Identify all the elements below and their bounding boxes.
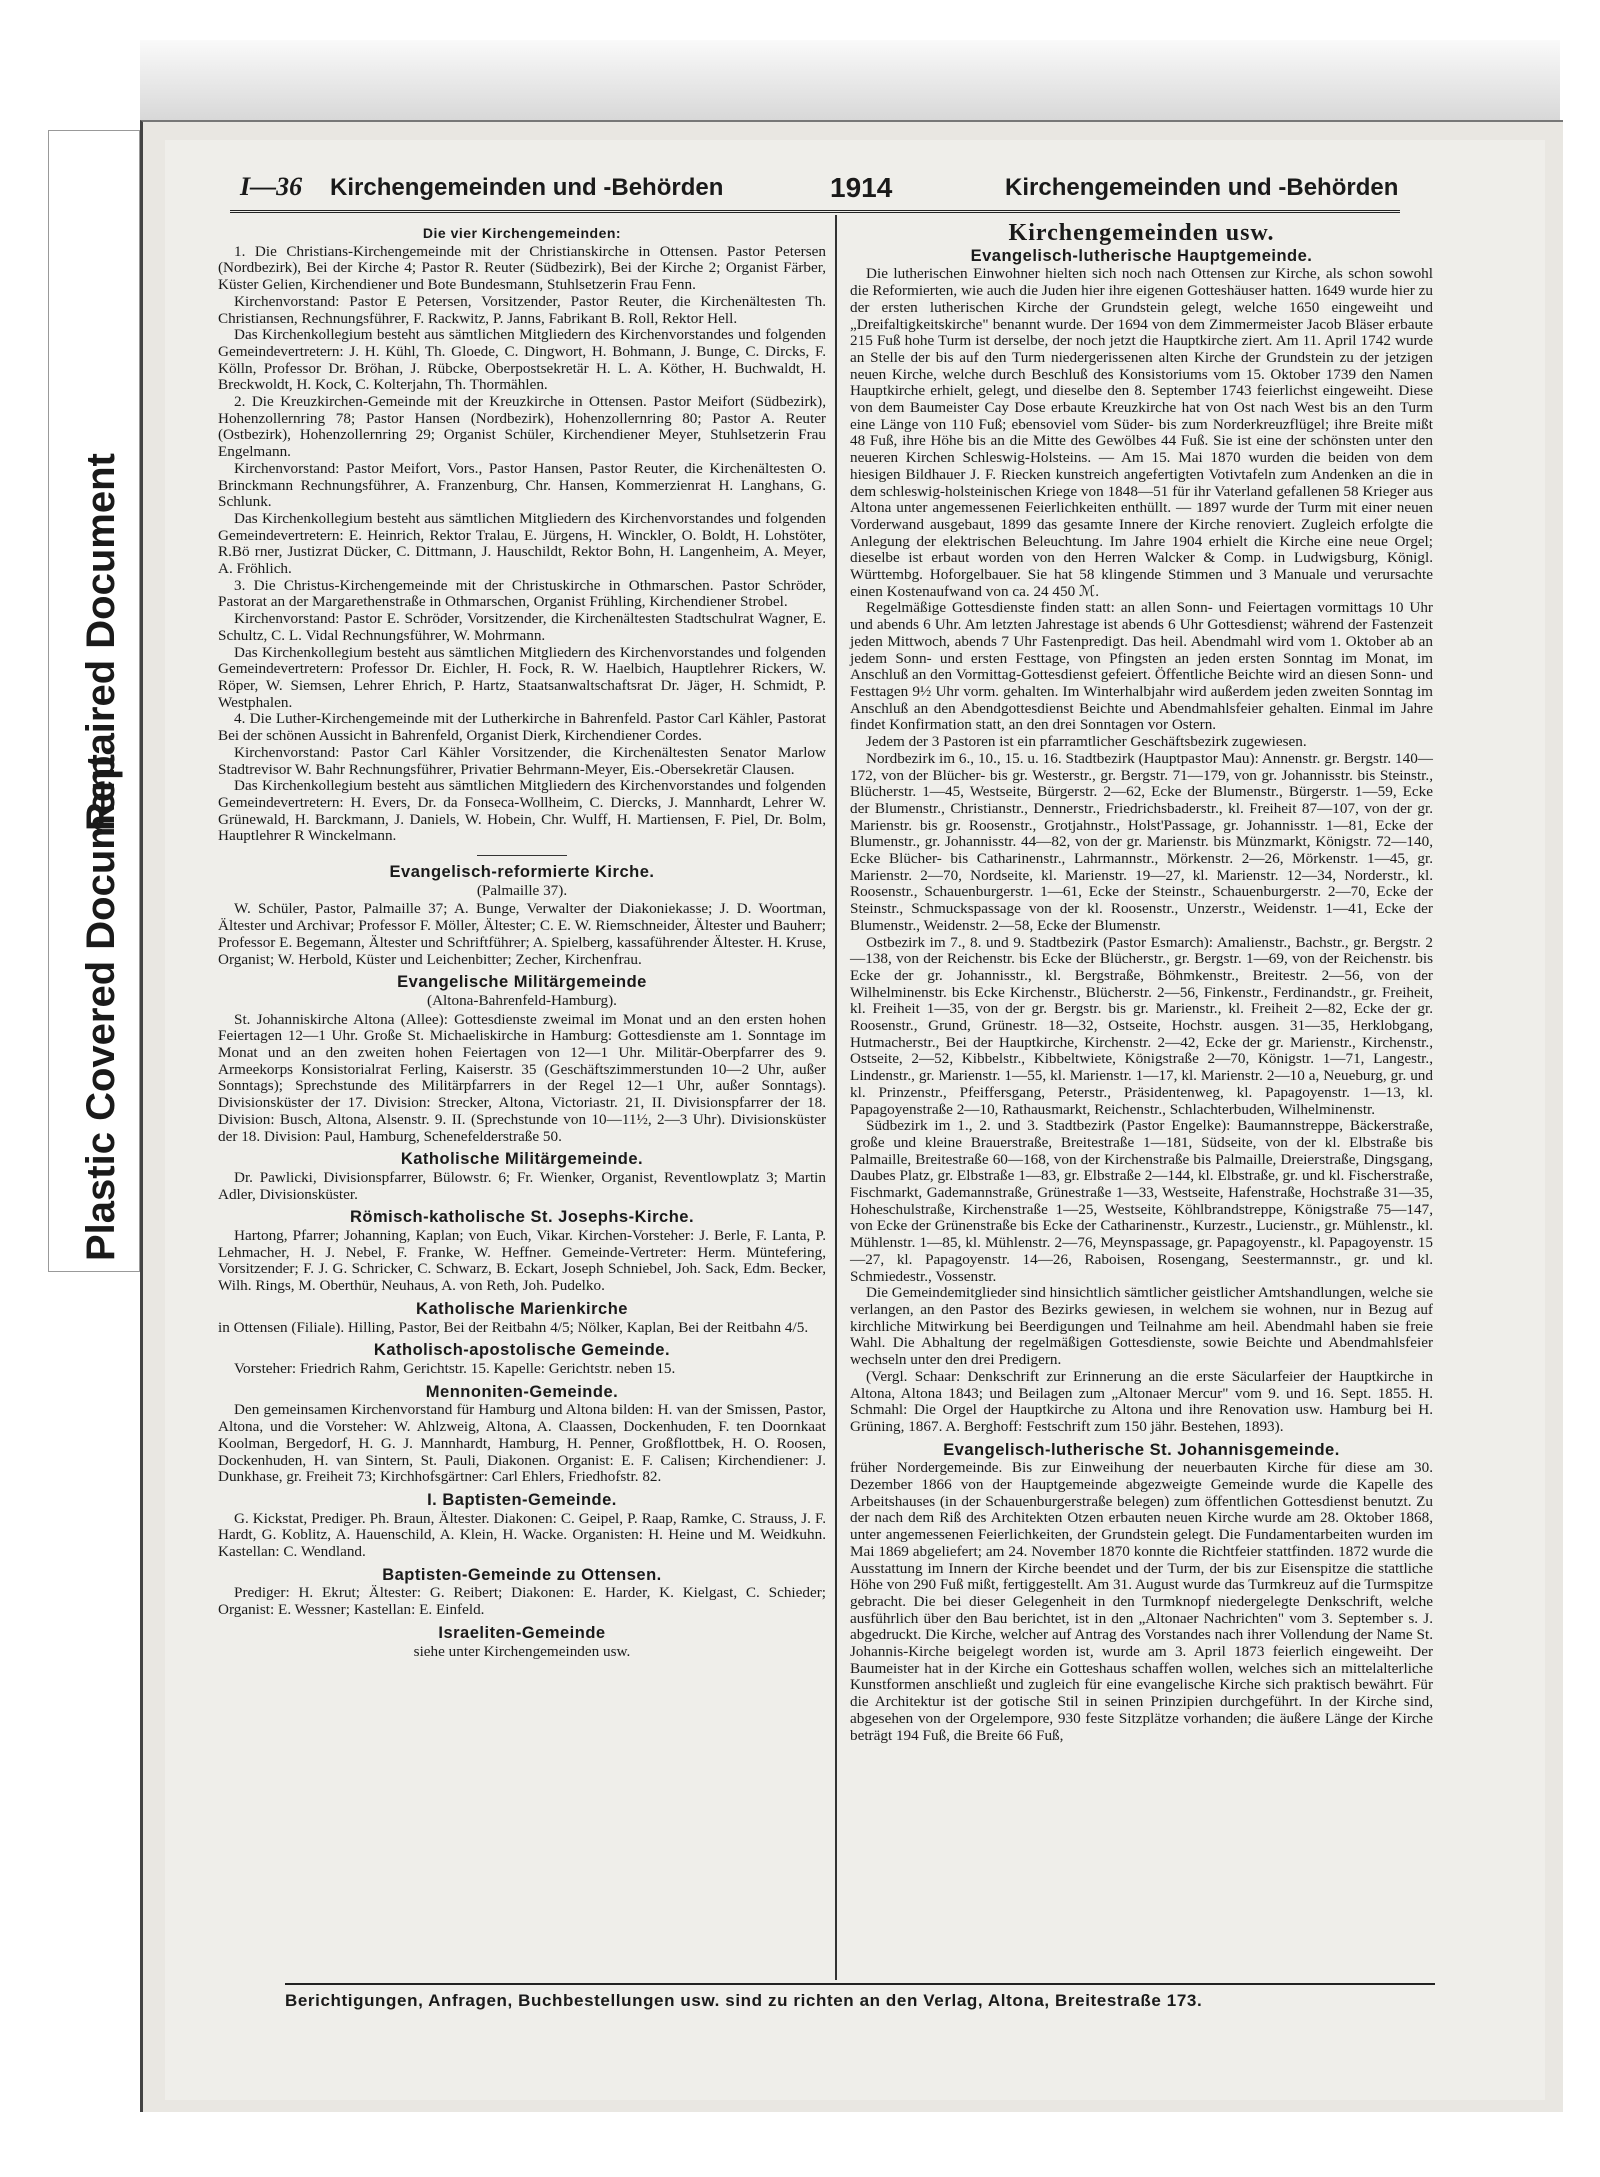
header-left-title: Kirchengemeinden und -Behörden (330, 174, 724, 201)
page-footer: Berichtigungen, Anfragen, Buchbestellungen usw. sind zu richten an den Verlag, Altona, Breitestraße 173. (285, 1983, 1435, 2011)
section-title: Mennoniten-Gemeinde. (425, 1382, 619, 1401)
section-title: Katholische Militärgemeinde. (400, 1150, 644, 1169)
header-right-title: Kirchengemeinden und -Behörden (1005, 174, 1399, 201)
section-text: Hartong, Pfarrer; Johanning, Kaplan; von Euch, Vikar. Kirchen-Vorsteher: J. Berle, F. Lanta, P. Lehmacher, H. J. Nebel, F. Franke, W. Heffner. Gemeinde-Vertreter: Herm. Müntefering, Vorsitzender; F. J. G. Schricker, C. Schwarz, B. Eckart, Joseph Schniebel, Joh. Sack, Edm. Becker, Wilh. Rings, M. Oberthür, Neuhaus, A. von Reth, Joh. Pudelko. (218, 1227, 826, 1295)
paragraph: 1. Die Christians-Kirchengemeinde mit der Christianskirche in Ottensen. Pastor Petersen (Nordbezirk), Bei der Kirche 4; Pastor R. Reuter (Südbezirk), Bei der Kirche 2; Organist Färber, Küster Gelien, Kirchendiener und Bote Bundesmann, Stuhlsetzerin Frau Fenn. (218, 242, 826, 294)
paragraph: Kirchenvorstand: Pastor Meifort, Vors., Pastor Hansen, Pastor Reuter, die Kirchenältesten O. Brinckmann Rechnungsführer, A. Franzenburg, Chr. Hansen, Kommerzienrat H. Langhans, G. Schlunk. (218, 459, 826, 511)
paragraph: Ostbezirk im 7., 8. und 9. Stadtbezirk (Pastor Esmarch): Amalienstr., Bachstr., gr. Bergstr. 2—138, von der Reichenstr. bis Ecke der Blücherstr., gr. Bergstr. 1—69, von der Reichenstr. bis Ecke der gr. Johannisstr., kl. Bergstraße, Böhmkenstr., Breitestr. 2—56, von der Wilhelminenstr. bis Ecke Kirchenstr., Blücherstr. 2—56, Finkenstr., Ferdinandstr., gr. Freiheit, kl. Freiheit 1—35, von der gr. Bergstr. bis gr. Marienstr., kl. Freiheit 2—82, Ecke der gr. Roosenstr., Grund, Grünestr. 18—32, Ostseite, Hochstr. ausgen. 31—35, Herklobgang, Hutmacherstr., Bei der Hauptkirche, Kirchenstr. 2—42, Ecke der gr. Marienstr., Kirchenstr., Ostseite, 2—52, Kibbelstr., Kibbeltwiete, Königstraße 2—70, Königstr. 1—71, Langestr., Lindenstr., gr. Marienstr. 1—55, kl. Marienstr. 1—17, kl. Marienstr. 2—10 a, Neueburg, gr. und kl. Prinzenstr., Pfeiffersgang, Peterstr., Präsidentenweg, kl. Papagoyenstr. 1—13, kl. Papagoyenstraße 2—10, Rathausmarkt, Reichenstr., Schlachterbuden, Wilhelminenstr. (850, 933, 1433, 1118)
paragraph: (Vergl. Schaar: Denkschrift zur Erinnerung an die erste Säcularfeier der Hauptkirche in Altona, Altona 1843; und Beilagen zum „Altonaer Mercur" vom 9. und 16. Sept. 1855. H. Schmahl: Die Orgel der Hauptkirche zu Altona und ihre Renovation usw. Hamburg bei H. Grüning, 1867. A. Berghoff: Festschrift zum 150 jähr. Bestehen, 1893). (850, 1367, 1433, 1435)
page-number: I—36 (240, 172, 303, 201)
paragraph: Regelmäßige Gottesdienste finden statt: an allen Sonn- und Feiertagen vormittags 10 Uhr und abends 6 Uhr. Am letzten Jahrestage ist abends 6 Uhr Gottesdienst; während der Fastenzeit jeden Mittwoch, abends 7 Uhr Fastenpredigt. Das heil. Abendmahl wird vom 1. Oktober ab an jedem Sonn- und ersten Festtage, von Pfingsten an jeden ersten Sonntag im Monat, im Anschluß an den Vormittag-Gottesdienst gefeiert. Öffentliche Beichte wird an diesen Sonn- und Festtagen 9½ Uhr vorm. gehalten. Im Winterhalbjahr wird außerdem jeden zweiten Sonntag im Anschluß an den Abendgottesdienst Beichte und Abendmahlsfeier gehalten. Einmal im Jahre findet Konfirmation statt, an den drei Sonntagen vor Ostern. (850, 599, 1433, 734)
intro-title: Die vier Kirchengemeinden: (422, 225, 622, 241)
section-title: Baptisten-Gemeinde zu Ottensen. (382, 1565, 662, 1584)
section-text: W. Schüler, Pastor, Palmaille 37; A. Bunge, Verwalter der Diakoniekasse; J. D. Woortman, Ältester und Archivar; Professor F. Möller, Ältester; C. E. W. Riemschneider, Ältester und Bauherr; Professor E. Begemann, Ältester und Schriftführer; A. Spielberg, kassaführender Ältester. H. Kruse, Organist; W. Herbold, Küster und Leichenbitter; Zecher, Kirchenfrau. (218, 900, 826, 968)
section-title: Evangelische Militärgemeinde (397, 973, 647, 992)
paragraph: Jedem der 3 Pastoren ist ein pfarramtlicher Geschäftsbezirk zugewiesen. (866, 733, 1307, 751)
paragraph: Kirchenvorstand: Pastor Carl Kähler Vorsitzender, die Kirchenältesten Senator Marlow Stadtrevisor W. Bahr Rechnungsführer, Privatier Behrmann-Meyer, Eis.-Obersekretär Clausen. (218, 743, 826, 778)
right-column (850, 220, 1433, 1744)
section-subtitle: (Altona-Bahrenfeld-Hamburg). (427, 991, 617, 1009)
section-title: I. Baptisten-Gemeinde. (427, 1490, 617, 1509)
paragraph: Südbezirk im 1., 2. und 3. Stadtbezirk (Pastor Engelke): Baumannstreppe, Bäckerstraße, große und kleine Brauerstraße, Breitestraße 1—181, Südseite, von der kl. Elbstraße bis Palmaille, Breitestraße 60—168, von der Kirchenstraße bis Palmaille, Dreierstraße, Dingsgang, Daubes Platz, gr. Elbstraße 1—83, gr. Elbstraße 2—144, kl. Elbstraße, gr. und kl. Fischerstraße, Fischmarkt, Gademannstraße, Grünestraße 1—33, Westseite, Hafenstraße, Hochstraße 31—35, Hoheschulstraße, Kirchenstraße 1—25, Westseite, Köhlbrandstreppe, Königstraße 75—147, von Ecke der Grünenstraße bis Ecke der Catharinenstr., Kurzestr., Lucienstr., gr. Mühlenstr., kl. Mühlenstr. 1—85, kl. Mühlenstr. 2—76, Meynspassage, gr. Papagoyenstr., kl. Papagoyenstr. 15—27, kl. Papagoyenstr. 14—26, Raboisen, Rosengang, Seestermannstr., gr. und kl. Schmiedestr., Vossenstr. (850, 1117, 1433, 1285)
section-text: Vorsteher: Friedrich Rahm, Gerichtstr. 15. Kapelle: Gerichtstr. neben 15. (234, 1360, 676, 1377)
plastic-covered-label: Plastic Covered Document (79, 754, 123, 1261)
paragraph: Das Kirchenkollegium besteht aus sämtlichen Mitgliedern des Kirchenvorstandes und folgenden Gemeindevertretern: E. Heinrich, Rektor Tralau, E. Jürgens, H. Winckler, O. Boldt, H. Lohstöter, R.Bö rner, Justizrat Dücker, C. Dittmann, J. Hauschildt, Rektor Bohn, H. Langenheim, A. Meyer, A. Fröhlich. (218, 509, 826, 578)
paragraph: 2. Die Kreuzkirchen-Gemeinde mit der Kreuzkirche in Ottensen. Pastor Meifort (Südbezirk), Hohenzollernring 78; Pastor Hansen (Nordbezirk), Hohenzollernring 80; Pastor A. Reuter (Ostbezirk), Hohenzollernring 29; Organist Schüler, Kirchendiener Meyer, Stuhlsetzerin Frau Engelmann. (218, 393, 826, 461)
header-year: 1914 (830, 172, 893, 203)
section-title: Katholische Marienkirche (416, 1299, 628, 1318)
page-header (230, 170, 1400, 213)
paragraph: Die lutherischen Einwohner hielten sich noch nach Ottensen zur Kirche, als schon sowohl die Reformierten, wie auch die Juden hier ihre eigenen Gotteshäuser hatten. 1649 wurde hier zu der ersten lutherischen Kirche der Grundstein gelegt, welche 1650 eingeweiht und „Dreifaltigkeitskirche" benannt wurde. Der 1694 von dem Zimmermeister Jacob Bläser erbaute 215 Fuß hohe Turm ist derselbe, der noch jetzt die Hauptkirche ziert. Am 11. April 1742 wurde an Stelle der bis auf den Turm niedergerissenen alten Kirche der Grundstein zu der jetzigen neuen Kirche, welche durch Beschluß des Konsistoriums vom 15. Oktober 1739 den Namen Hauptkirche erhielt, gelegt, und dieselbe den 8. September 1743 feierlichst eingeweiht. Diese von dem Baumeister Cay Dose erbaute Kreuzkirche hat von Ost nach West bis an den Turm eine Länge von 110 Fuß; ebensoviel vom Süder- bis zum Norderkreuzflügel; ihre Breite mißt 48 Fuß, ihre Höhe bis an die Mitte des Gewölbes 44 Fuß. Sie ist eine der schönsten unter den neueren Kirchen Schleswig-Holsteins. — Am 15. Mai 1870 wurden die beiden von dem hiesigen Bildhauer J. F. Riecken kunstreich angefertigten Votivtafeln zum Andenken an die in dem schleswig-holsteinischen Kriege von 1848—51 für ihr Vaterland gefallenen 58 Krieger aus Altona unter angemessenen Feierlichkeiten enthüllt. — 1897 wurde der Turm mit einer neuen Vorderwand ausgebaut, 1899 das gesamte Innere der Kirche renoviert. Zugleich erfolgte die Anlegung der elektrischen Beleuchtung. Im Jahre 1904 erhielt die Kirche eine neue Orgel; dieselbe ist erbaut worden von den Herren Walcker & Comp. in Ludwigsburg, Königl. Württembg. Hoforgelbauer. Sie hat 58 klingende Stimmen und 3 Manuale und verursachte einen Kostenaufwand von ca. 24 450 ℳ. (850, 265, 1433, 600)
section-title: Israeliten-Gemeinde (438, 1623, 606, 1642)
paragraph: Das Kirchenkollegium besteht aus sämtlichen Mitgliedern des Kirchenvorstandes und folgenden Gemeindevertretern: H. Evers, Dr. da Fonseca-Wollheim, C. Diercks, J. Mannhardt, Lehrer W. Grünewald, H. Barckmann, J. Daniels, W. Hobein, Chr. Wulff, H. Martiensen, F. Piel, Dr. Bolm, Hauptlehrer R Winckelmann. (218, 777, 826, 845)
section-text: Den gemeinsamen Kirchenvorstand für Hamburg und Altona bilden: H. van der Smissen, Pastor, Altona, und die Vorsteher: W. Ahlzweig, Altona, A. Claassen, Dockenhuden, F. ten Doornkaat Koolman, Bergedorf, H. G. J. Mannhardt, Hamburg, H. Penner, Großflottbek, H. O. Roosen, Dockenhuden, H. van Sintern, St. Pauli, Diakonen. Organist: E. F. Calisen; Kirchendiener: J. Dunkhase, gr. Freiheit 73; Kirchhofsgärtner: Carl Ehlers, Friedhofstr. 82. (218, 1401, 826, 1486)
repaired-label: Repaired Document (79, 453, 123, 831)
paragraph: Das Kirchenkollegium besteht aus sämtlichen Mitgliedern des Kirchenvorstandes und folgenden Gemeindevertretern: J. H. Kühl, Th. Gloede, C. Dingwort, H. Bohmann, J. Bunge, C. Dircks, F. Kölln, Professor Dr. Bröhan, J. Rübcke, Oberpostsekretär H. L. A. Köther, H. Buchwaldt, H. Breckwoldt, H. Kock, C. Kolterjahn, Th. Thormählen. (218, 326, 826, 394)
main-title: Kirchengemeinden usw. (1008, 220, 1275, 246)
section-text: St. Johanniskirche Altona (Allee): Gottesdienste zweimal im Monat und an den ersten hohen Feiertagen 12—1 Uhr. Große St. Michaeliskirche in Hamburg: Gottesdienste am 1. Sonntage im Monat und an den zweiten hohen Feiertagen von 12—1 Uhr. Militär-Oberpfarrer des 9. Armeekorps Konsistorialrat Ferling, Kaiserstr. 35 (Geschäftszimmerstunden 10—2 Uhr, außer Sonntags); Sprechstunde des Militärpfarrers in der Regel 12—1 Uhr, außer Sonntags). Divisionsküster der 17. Division: Strecker, Altona, Victoriastr. 21, II. Divisionspfarrer der 18. Division: Busch, Altona, Alsenstr. 9. II. (Sprechstunde von 10—11½, 2—3 Uhr). Divisionsküster der 18. Division: Paul, Hamburg, Schenefelderstraße 50. (218, 1010, 826, 1145)
paragraph: Das Kirchenkollegium besteht aus sämtlichen Mitgliedern des Kirchenvorstandes und folgenden Gemeindevertretern: Professor Dr. Eichler, H. Fock, R. W. Haelbich, Hauptlehrer Rickers, W. Röper, W. Siemsen, Lehrer Ehrich, P. Hartz, Staatsanwaltschaftsrat Dr. Jäger, H. Schmidt, P. Westphalen. (218, 643, 826, 711)
paragraph: Nordbezirk im 6., 10., 15. u. 16. Stadtbezirk (Hauptpastor Mau): Annenstr. gr. Bergstr. 140—172, von der Blücher- bis gr. Westerstr., gr. Bergstr. 71—179, von gr. Johannisstr. bis Steinstr., Blücherstr. 1—45, Westseite, Bürgerstr. 2—62, Ecke der Blumenstr., Bürgerstr. 1—59, Ecke der Blumenstr., Christianstr., Dennerstr., Friedrichsbaderstr., kl. Freiheit 87—107, von der gr. Marienstr. bis gr. Roosenstr., Grotjahnstr., Holst'Passage, gr. Johannisstr. 1—81, Ecke der Blumenstr., gr. Johannisstr. 44—82, von der gr. Marienstr. bis Münzmarkt, Königstr. 72—140, Ecke Blücher- bis Catharinenstr., Lahrmannstr., Mörkenstr. 2—26, Mörkenstr. 1—45, gr. Marienstr. 2—70, Nordseite, kl. Marienstr. 19—27, kl. Marienstr. 12—34, Norderstr., kl. Roosenstr., Schauenburgerstr. 1—61, Ecke der Steinstr., Schauenburgerstr. 2—70, Ecke der Steinstr., Schmuckspassage von der kl. Roosenstr., Unzerstr., Weidenstr. 1—41, Ecke der Blumenstr., Weidenstr. 2—58, Ecke der Blumenstr. (850, 749, 1433, 934)
divider (477, 855, 567, 856)
paragraph: Kirchenvorstand: Pastor E. Schröder, Vorsitzender, die Kirchenältesten Stadtschulrat Wagner, E. Schultz, C. L. Vidal Rechnungsführer, W. Mohrmann. (218, 610, 826, 644)
section-title: Evangelisch-lutherische St. Johannisgemeinde. (943, 1440, 1340, 1459)
section-title: Römisch-katholische St. Josephs-Kirche. (349, 1208, 695, 1227)
column-divider (835, 215, 837, 1980)
side-label (48, 130, 140, 1272)
section-subtitle: (Palmaille 37). (476, 881, 568, 899)
section-text: Dr. Pawlicki, Divisionspfarrer, Bülowstr. 6; Fr. Wienker, Organist, Reventlowplatz 3; Martin Adler, Divisionsküster. (218, 1168, 826, 1203)
paragraph: früher Nordergemeinde. Bis zur Einweihung der neuerbauten Kirche für diese am 30. Dezember 1866 von der Hauptgemeinde abgezweigte Gemeinde wurde die Kapelle des Arbeitshauses (in der Schauenburgerstraße belegen) zum öffentlichen Gottesdienst benutzt. Zu der nach dem Riß des Architekten Otzen erbauten neuen Kirche wurde am 28. Oktober 1868, unter angemessenen Feierlichkeiten, der Grundstein gelegt. Die Fundamentarbeiten wurden im Mai 1869 abgeliefert; am 24. November 1870 konnte die Richtfeier stattfinden. 1872 wurde die Ausstattung im Innern der Kirche beendet und der Turm, der bis zur Eisenspitze die stattliche Höhe von 290 Fuß mißt, fertiggestellt. Am 31. August wurde das Turmkreuz auf die Turmspitze gebracht. Die bei dieser Gelegenheit in den Turmknopf niedergelegte Denkschrift, welche ausführlich über den Bau berichtet, ist in den „Altonaer Nachrichten" vom 3. September s. J. abgedruckt. Die Kirche, welcher auf Antrag des Vorstandes nach ihrer Vollendung der Name St. Johannis-Kirche beigelegt worden ist, wurde am 3. April 1873 feierlich eingeweiht. Der Baumeister hat in der Kirche ein Gotteshaus schaffen wollen, welches sich an mittelalterliche Kunstformen anschließt und zugleich für eine evangelische Kirche sich praktisch bewährt. Für die Architektur ist der gotische Stil in seinen Prinzipien durchgeführt. In der Kirche sind, abgesehen von der Orgelempore, 930 feste Sitzplätze vorhanden; die äußere Länge der Kirche beträgt 194 Fuß, die Breite 66 Fuß, (850, 1459, 1433, 1744)
paragraph: Kirchenvorstand: Pastor E Petersen, Vorsitzender, Pastor Reuter, die Kirchenältesten Th. Christiansen, Rechnungsführer, F. Rackwitz, P. Janns, Fabrikant B. Roll, Rektor Hell. (218, 292, 826, 327)
section-title: Evangelisch-lutherische Hauptgemeinde. (970, 246, 1313, 265)
section-text: G. Kickstat, Prediger. Ph. Braun, Ältester. Diakonen: C. Geipel, P. Raap, Ramke, C. Strauss, J. F. Hardt, G. Koblitz, A. Hauenschild, A. Klein, H. Wacke. Organisten: H. Heine und M. Weidkuhn. Kastellan: C. Wendland. (218, 1509, 826, 1561)
paragraph: 4. Die Luther-Kirchengemeinde mit der Lutherkirche in Bahrenfeld. Pastor Carl Kähler, Pastorat Bei der schönen Aussicht in Bahrenfeld, Organist Dierk, Kirchendiener Cordes. (218, 710, 826, 745)
left-column (218, 225, 826, 1662)
scanner-top-edge (140, 40, 1560, 120)
section-text: Prediger: H. Ekrut; Ältester: G. Reibert; Diakonen: E. Harder, K. Kielgast, C. Schieder; Organist: E. Wessner; Kastellan: E. Einfeld. (218, 1584, 826, 1619)
section-title: Katholisch-apostolische Gemeinde. (373, 1341, 671, 1360)
paragraph: Die Gemeindemitglieder sind hinsichtlich sämtlicher geistlicher Amtshandlungen, welche sie verlangen, an den Pastor des Bezirks gewiesen, in welchem sie wohnen, nur in Bezug auf kirchliche Mitwirkung bei Beerdigungen und Teilnahme am heil. Abendmahl haben sie freie Wahl. Die Abhaltung der regelmäßigen Gottesdienste, sowie Beichte und Abendmahlsfeier wechseln unter den drei Predigern. (850, 1284, 1433, 1369)
paragraph: 3. Die Christus-Kirchengemeinde mit der Christuskirche in Othmarschen. Pastor Schröder, Pastorat an der Margarethenstraße in Othmarschen, Organist Frühling, Kirchendiener Strobel. (218, 576, 826, 611)
section-text: in Ottensen (Filiale). Hilling, Pastor, Bei der Reitbahn 4/5; Nölker, Kaplan, Bei der Reitbahn 4/5. (218, 1318, 809, 1336)
section-subtitle: siehe unter Kirchengemeinden usw. (413, 1642, 631, 1660)
section-title: Evangelisch-reformierte Kirche. (389, 863, 655, 882)
